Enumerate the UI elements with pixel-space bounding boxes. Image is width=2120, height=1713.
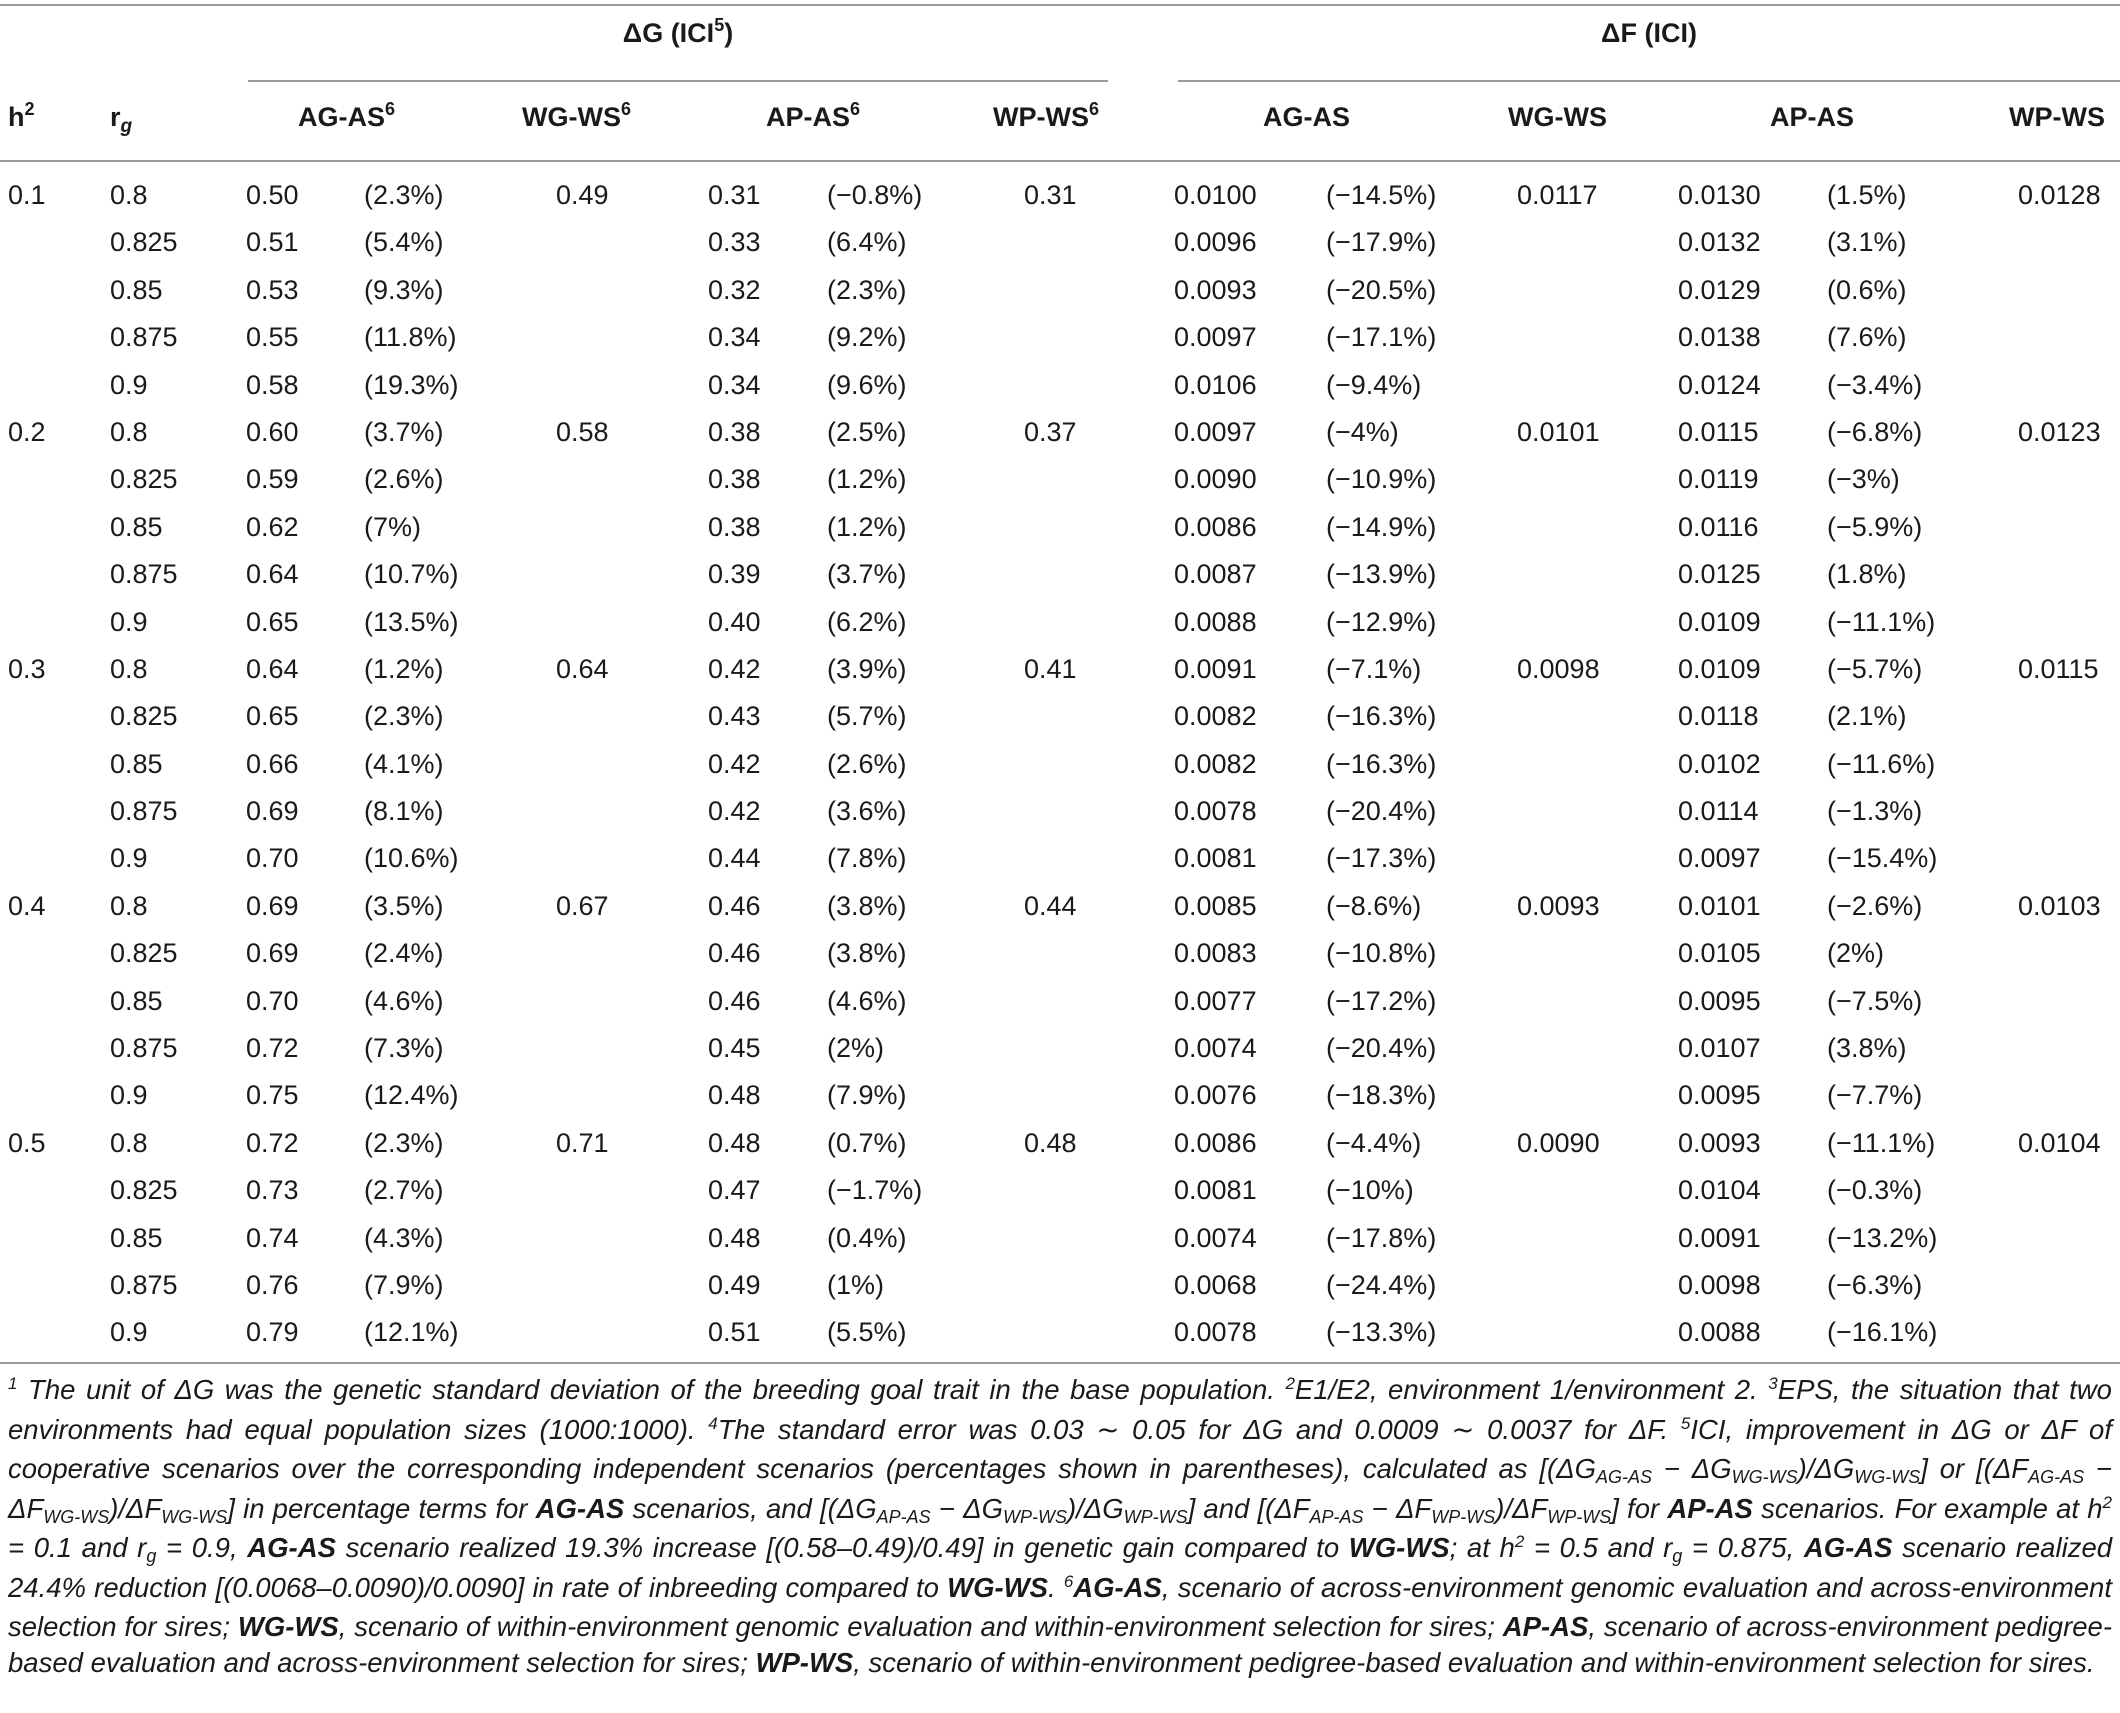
cell-rg: 0.8: [110, 890, 148, 921]
cell-dg-ag-as: 0.55: [246, 322, 299, 353]
cell-df-ag-as: 0.0096: [1174, 227, 1257, 258]
cell-df-ap-as-ici: (−11.1%): [1827, 1127, 1936, 1158]
table-footnotes: $^1$ The unit of ΔG was the genetic standard deviation of the breeding goal trait in the base population. $^2$E1/E2, environment 1/environment 2. $^3$EPS, the situation that two environments had equal population sizes (1000:1000). $^4$The standard error was 0.03 ∼ 0.05 for ΔG and 0.0009 ∼ 0.0037 for ΔF. $^5$ICI, improvement in ΔG or ΔF of cooperative scenarios over the corresponding independent scenarios (percentages shown in parentheses), calculated as $[(\Delta G_{AG-AS} - \Delta G_{WG-WS})/\Delta G_{WG-WS}]$ or $[(\Delta F_{AG-AS} - \Delta F_{WG-WS})/\Delta F_{WG-WS}]$ in percentage terms for AG-AS scenarios, and $[(\Delta G_{AP-AS} - \Delta G_{WP-WS})/\Delta G_{WP-WS}]$ and $[(\Delta F_{AP-AS} - \Delta F_{WP-WS})/\Delta F_{WP-WS}]$ for AP-AS scenarios. For example at $h^2 = 0.1$ and $r_g = 0.9$, AG-AS scenario realized 19.3% increase [(0.58–0.49)/0.49] in genetic gain compared to WG-WS; at $h^2 = 0.5$ and $r_g = 0.875$, AG-AS scenario realized 24.4% reduction [(0.0068–0.0090)/0.0090] in rate of inbreeding compared to WG-WS. $^6$AG-AS, scenario of across-environment genomic evaluation and across-environment selection for sires; WG-WS, scenario of within-environment genomic evaluation and within-environment selection for sires; AP-AS, scenario of across-environment pedigree-based evaluation and across-environment selection for sires; WP-WS, scenario of within-environment pedigree-based evaluation and within-environment selection for sires.: [8, 1374, 2113, 1678]
cell-dg-ap-as: 0.38: [708, 511, 761, 542]
cell-h2: 0.3: [8, 653, 46, 684]
cell-dg-ag-as-ici: (4.1%): [364, 748, 444, 779]
cell-dg-wg-ws: 0.64: [556, 653, 609, 684]
cell-dg-ag-as: 0.70: [246, 843, 299, 874]
cell-dg-ap-as-ici: (2.3%): [827, 274, 907, 305]
cell-dg-ag-as: 0.79: [246, 1317, 299, 1348]
table-row: [0, 649, 2120, 696]
cell-dg-ap-as: 0.38: [708, 464, 761, 495]
cell-df-ag-as-ici: (−18.3%): [1326, 1080, 1437, 1111]
cell-h2: 0.5: [8, 1127, 46, 1158]
table-row: [0, 744, 2120, 791]
cell-df-ag-as: 0.0097: [1174, 416, 1257, 447]
cell-df-ag-as-ici: (−8.6%): [1326, 890, 1422, 921]
cell-dg-ag-as: 0.72: [246, 1033, 299, 1064]
cell-df-ap-as-ici: (1.5%): [1827, 180, 1907, 210]
cell-dg-ap-as: 0.34: [708, 369, 761, 400]
table-row: [0, 317, 2120, 364]
cell-df-wg-ws: 0.0098: [1517, 653, 1600, 684]
cell-df-ag-as-ici: (−7.1%): [1326, 653, 1422, 684]
cell-df-wg-ws: 0.0090: [1517, 1127, 1600, 1158]
cell-dg-ap-as: 0.46: [708, 985, 761, 1016]
cell-df-ap-as-ici: (−3%): [1827, 464, 1900, 495]
cell-dg-ag-as: 0.72: [246, 1127, 299, 1158]
cell-rg: 0.825: [110, 1175, 178, 1206]
cell-df-ap-as: 0.0138: [1678, 322, 1761, 353]
cell-h2: 0.2: [8, 416, 46, 447]
cell-rg: 0.9: [110, 606, 148, 637]
top-rule: [0, 4, 2120, 6]
cell-df-ag-as: 0.0078: [1174, 796, 1257, 827]
cell-df-ap-as-ici: (1.8%): [1827, 559, 1907, 590]
cell-dg-ap-as-ici: (5.5%): [827, 1317, 907, 1348]
cell-dg-ag-as: 0.62: [246, 511, 299, 542]
cell-dg-ag-as: 0.76: [246, 1269, 299, 1300]
cell-dg-ap-as: 0.49: [708, 1269, 761, 1300]
cell-dg-wp-ws: 0.31: [1024, 180, 1077, 210]
cell-dg-ag-as-ici: (13.5%): [364, 606, 459, 637]
cell-df-ag-as-ici: (−17.1%): [1326, 322, 1437, 353]
cell-df-ag-as: 0.0091: [1174, 653, 1257, 684]
table-row: [0, 1028, 2120, 1075]
cell-dg-ag-as: 0.74: [246, 1222, 299, 1253]
df-group-label: ΔF (ICI): [1601, 18, 1697, 48]
dg-group-header: [248, 15, 1108, 49]
cell-dg-ag-as: 0.69: [246, 890, 299, 921]
cell-dg-wp-ws: 0.37: [1024, 416, 1077, 447]
cell-dg-wp-ws: 0.44: [1024, 890, 1077, 921]
cell-df-ap-as: 0.0102: [1678, 748, 1761, 779]
cell-dg-ag-as: 0.66: [246, 748, 299, 779]
cell-df-ag-as-ici: (−14.5%): [1326, 180, 1437, 210]
cell-df-ag-as-ici: (−9.4%): [1326, 369, 1422, 400]
cell-df-ap-as-ici: (−3.4%): [1827, 369, 1923, 400]
cell-df-ap-as-ici: (−7.5%): [1827, 985, 1923, 1016]
cell-df-ap-as-ici: (2.1%): [1827, 701, 1907, 732]
cell-dg-ap-as: 0.40: [708, 606, 761, 637]
cell-dg-ag-as-ici: (9.3%): [364, 274, 444, 305]
cell-dg-ag-as: 0.75: [246, 1080, 299, 1111]
cell-rg: 0.8: [110, 180, 148, 210]
cell-df-ap-as: 0.0104: [1678, 1175, 1761, 1206]
cell-dg-ap-as-ici: (1.2%): [827, 511, 907, 542]
cell-df-ap-as-ici: (−15.4%): [1827, 843, 1938, 874]
header-bottom-rule: [0, 160, 2120, 162]
cell-df-ag-as-ici: (−20.4%): [1326, 1033, 1437, 1064]
cell-df-ag-as: 0.0100: [1174, 180, 1257, 210]
cell-df-ag-as: 0.0086: [1174, 511, 1257, 542]
cell-df-ag-as-ici: (−13.3%): [1326, 1317, 1437, 1348]
cell-df-ag-as-ici: (−13.9%): [1326, 559, 1437, 590]
cell-dg-ag-as-ici: (3.5%): [364, 890, 444, 921]
cell-df-ap-as: 0.0114: [1678, 796, 1759, 827]
cell-rg: 0.825: [110, 227, 178, 258]
cell-dg-ag-as-ici: (1.2%): [364, 653, 444, 684]
cell-dg-ag-as: 0.70: [246, 985, 299, 1016]
dg-group-underline: [248, 80, 1108, 82]
cell-dg-ag-as-ici: (10.7%): [364, 559, 459, 590]
cell-df-ag-as-ici: (−16.3%): [1326, 701, 1437, 732]
cell-df-wp-ws: 0.0115: [2018, 653, 2099, 684]
cell-df-ap-as-ici: (−13.2%): [1827, 1222, 1938, 1253]
cell-dg-ag-as-ici: (4.3%): [364, 1222, 444, 1253]
cell-dg-ap-as-ici: (7.9%): [827, 1080, 907, 1111]
cell-df-ag-as: 0.0106: [1174, 369, 1257, 400]
cell-dg-ap-as-ici: (6.2%): [827, 606, 907, 637]
cell-rg: 0.875: [110, 559, 178, 590]
cell-df-ap-as: 0.0088: [1678, 1317, 1761, 1348]
cell-df-ap-as-ici: (−6.8%): [1827, 416, 1923, 447]
cell-dg-wg-ws: 0.71: [556, 1127, 609, 1158]
cell-df-ap-as-ici: (−11.6%): [1827, 748, 1936, 779]
cell-df-ap-as: 0.0125: [1678, 559, 1761, 590]
cell-dg-ap-as-ici: (−1.7%): [827, 1175, 923, 1206]
cell-dg-ag-as: 0.50: [246, 180, 299, 210]
cell-dg-ap-as-ici: (6.4%): [827, 227, 907, 258]
cell-df-ap-as: 0.0119: [1678, 464, 1759, 495]
col-header-df-wp-ws: WP-WS: [2009, 102, 2105, 132]
cell-df-ag-as-ici: (−10%): [1326, 1175, 1414, 1206]
df-group-underline: [1178, 80, 2120, 82]
table-row: [0, 270, 2120, 317]
cell-rg: 0.875: [110, 1033, 178, 1064]
cell-h2: 0.4: [8, 890, 46, 921]
cell-df-wg-ws: 0.0093: [1517, 890, 1600, 921]
cell-df-ap-as-ici: (−2.6%): [1827, 890, 1923, 921]
cell-dg-ap-as-ici: (0.7%): [827, 1127, 907, 1158]
cell-dg-ag-as-ici: (12.1%): [364, 1317, 459, 1348]
cell-df-ap-as-ici: (3.8%): [1827, 1033, 1907, 1064]
cell-rg: 0.825: [110, 701, 178, 732]
cell-rg: 0.8: [110, 1127, 148, 1158]
cell-dg-ag-as-ici: (7%): [364, 511, 422, 542]
cell-dg-ap-as: 0.38: [708, 416, 761, 447]
cell-df-ag-as: 0.0081: [1174, 843, 1257, 874]
cell-df-ap-as: 0.0097: [1678, 843, 1761, 874]
dg-group-label: ΔG (ICI: [622, 18, 715, 48]
cell-rg: 0.875: [110, 1269, 178, 1300]
col-header-rg: $r_g$: [110, 102, 133, 137]
cell-dg-wg-ws: 0.49: [556, 180, 609, 210]
cell-dg-ag-as: 0.73: [246, 1175, 299, 1206]
table-row: [0, 459, 2120, 506]
cell-dg-ap-as-ici: (1.2%): [827, 464, 907, 495]
cell-df-ap-as-ici: (3.1%): [1827, 227, 1907, 258]
cell-df-ag-as-ici: (−4.4%): [1326, 1127, 1422, 1158]
cell-dg-ag-as-ici: (11.8%): [364, 322, 457, 353]
cell-df-ag-as: 0.0082: [1174, 701, 1257, 732]
cell-dg-ap-as: 0.48: [708, 1127, 761, 1158]
cell-df-ag-as-ici: (−17.8%): [1326, 1222, 1437, 1253]
cell-rg: 0.825: [110, 464, 178, 495]
cell-df-ap-as: 0.0116: [1678, 511, 1759, 542]
cell-df-ap-as-ici: (−7.7%): [1827, 1080, 1923, 1111]
cell-dg-ap-as: 0.45: [708, 1033, 761, 1064]
cell-df-ap-as: 0.0093: [1678, 1127, 1761, 1158]
cell-df-ap-as: 0.0118: [1678, 701, 1759, 732]
cell-dg-ag-as: 0.64: [246, 559, 299, 590]
cell-dg-ap-as: 0.47: [708, 1175, 761, 1206]
cell-df-ag-as-ici: (−17.2%): [1326, 985, 1437, 1016]
table-body: [0, 175, 2120, 1360]
cell-rg: 0.825: [110, 938, 178, 969]
cell-df-ag-as-ici: (−12.9%): [1326, 606, 1437, 637]
col-header-dg-ag-as: $AG-AS^6$: [298, 99, 396, 132]
cell-df-ag-as-ici: (−14.9%): [1326, 511, 1437, 542]
cell-rg: 0.85: [110, 511, 163, 542]
cell-df-ag-as: 0.0087: [1174, 559, 1257, 590]
cell-dg-ap-as: 0.46: [708, 938, 761, 969]
cell-rg: 0.9: [110, 1317, 148, 1348]
cell-df-ap-as: 0.0107: [1678, 1033, 1761, 1064]
cell-df-wp-ws: 0.0104: [2018, 1127, 2101, 1158]
cell-df-ap-as: 0.0098: [1678, 1269, 1761, 1300]
cell-dg-ap-as-ici: (−0.8%): [827, 180, 923, 210]
cell-dg-ap-as-ici: (2.5%): [827, 416, 907, 447]
table-row: [0, 1123, 2120, 1170]
col-header-h2: $h^2$: [8, 99, 35, 132]
table-row: [0, 1218, 2120, 1265]
cell-df-ap-as-ici: (7.6%): [1827, 322, 1907, 353]
cell-dg-ap-as: 0.31: [708, 180, 761, 210]
cell-dg-ag-as-ici: (8.1%): [364, 796, 444, 827]
cell-df-ag-as: 0.0074: [1174, 1033, 1257, 1064]
cell-dg-ap-as-ici: (3.8%): [827, 890, 907, 921]
cell-rg: 0.875: [110, 322, 178, 353]
table-row: [0, 1075, 2120, 1122]
cell-df-ap-as: 0.0091: [1678, 1222, 1761, 1253]
cell-dg-ap-as: 0.42: [708, 748, 761, 779]
cell-dg-ag-as: 0.69: [246, 938, 299, 969]
cell-df-ag-as: 0.0076: [1174, 1080, 1257, 1111]
cell-dg-ag-as-ici: (4.6%): [364, 985, 444, 1016]
cell-dg-ap-as-ici: (5.7%): [827, 701, 907, 732]
table-row: [0, 886, 2120, 933]
cell-dg-ag-as: 0.60: [246, 416, 299, 447]
cell-df-ag-as: 0.0085: [1174, 890, 1257, 921]
cell-dg-ag-as-ici: (10.6%): [364, 843, 459, 874]
col-header-df-ag-as: AG-AS: [1263, 102, 1350, 132]
cell-df-ap-as-ici: (−5.7%): [1827, 653, 1923, 684]
cell-df-ap-as: 0.0129: [1678, 274, 1761, 305]
col-header-dg-wg-ws: $WG-WS^6$: [522, 99, 631, 132]
cell-dg-ag-as-ici: (19.3%): [364, 369, 459, 400]
cell-dg-ap-as: 0.46: [708, 890, 761, 921]
cell-dg-ag-as-ici: (2.3%): [364, 701, 444, 732]
col-header-df-ap-as: AP-AS: [1770, 102, 1855, 132]
cell-dg-ap-as-ici: (4.6%): [827, 985, 907, 1016]
cell-dg-ag-as-ici: (2.3%): [364, 1127, 444, 1158]
cell-dg-ap-as-ici: (0.4%): [827, 1222, 907, 1253]
cell-df-ag-as-ici: (−17.3%): [1326, 843, 1437, 874]
cell-dg-ap-as: 0.48: [708, 1080, 761, 1111]
cell-df-ap-as: 0.0109: [1678, 653, 1761, 684]
cell-dg-ap-as: 0.32: [708, 274, 761, 305]
cell-dg-ap-as: 0.48: [708, 1222, 761, 1253]
col-header-dg-wp-ws: $WP-WS^6$: [993, 99, 1099, 132]
table-bottom-rule: [0, 1362, 2120, 1364]
dg-group-sup: 5: [714, 15, 725, 35]
table-row: [0, 1265, 2120, 1312]
cell-dg-wp-ws: 0.41: [1024, 653, 1077, 684]
cell-dg-ap-as-ici: (7.8%): [827, 843, 907, 874]
cell-df-ag-as-ici: (−20.5%): [1326, 274, 1437, 305]
cell-dg-ag-as: 0.65: [246, 701, 299, 732]
cell-df-ap-as: 0.0124: [1678, 369, 1761, 400]
df-group-header: [1178, 18, 2120, 49]
cell-rg: 0.9: [110, 843, 148, 874]
cell-dg-wg-ws: 0.67: [556, 890, 609, 921]
cell-df-wp-ws: 0.0128: [2018, 180, 2101, 210]
cell-df-ag-as: 0.0090: [1174, 464, 1257, 495]
cell-df-ag-as: 0.0068: [1174, 1269, 1257, 1300]
cell-dg-ag-as-ici: (2.6%): [364, 464, 444, 495]
cell-dg-ap-as-ici: (2.6%): [827, 748, 907, 779]
cell-df-ap-as: 0.0109: [1678, 606, 1761, 637]
cell-rg: 0.85: [110, 1222, 163, 1253]
cell-dg-ap-as-ici: (3.9%): [827, 653, 907, 684]
cell-dg-ap-as: 0.42: [708, 653, 761, 684]
cell-dg-ag-as: 0.64: [246, 653, 299, 684]
cell-df-ap-as: 0.0105: [1678, 938, 1761, 969]
cell-df-ag-as: 0.0082: [1174, 748, 1257, 779]
table-row: [0, 1170, 2120, 1217]
cell-df-ag-as: 0.0078: [1174, 1317, 1257, 1348]
cell-rg: 0.85: [110, 274, 163, 305]
cell-df-ag-as: 0.0097: [1174, 322, 1257, 353]
table-row: [0, 1312, 2120, 1359]
cell-df-ap-as-ici: (−5.9%): [1827, 511, 1923, 542]
cell-df-ap-as: 0.0115: [1678, 416, 1759, 447]
cell-dg-ag-as-ici: (3.7%): [364, 416, 444, 447]
cell-rg: 0.85: [110, 985, 163, 1016]
cell-rg: 0.875: [110, 796, 178, 827]
cell-rg: 0.85: [110, 748, 163, 779]
cell-df-ag-as: 0.0086: [1174, 1127, 1257, 1158]
cell-df-ap-as-ici: (0.6%): [1827, 274, 1907, 305]
cell-df-wp-ws: 0.0103: [2018, 890, 2101, 921]
cell-df-ap-as-ici: (−0.3%): [1827, 1175, 1923, 1206]
cell-dg-ag-as-ici: (2.3%): [364, 180, 444, 210]
cell-df-ag-as-ici: (−10.9%): [1326, 464, 1437, 495]
cell-df-ap-as: 0.0101: [1678, 890, 1761, 921]
cell-df-ag-as-ici: (−24.4%): [1326, 1269, 1437, 1300]
cell-dg-ap-as: 0.51: [708, 1317, 761, 1348]
cell-df-ag-as: 0.0074: [1174, 1222, 1257, 1253]
cell-df-ag-as: 0.0088: [1174, 606, 1257, 637]
cell-dg-ag-as-ici: (2.7%): [364, 1175, 444, 1206]
cell-df-ag-as: 0.0093: [1174, 274, 1257, 305]
table-row: [0, 365, 2120, 412]
cell-dg-ag-as: 0.59: [246, 464, 299, 495]
cell-dg-ap-as-ici: (3.6%): [827, 796, 907, 827]
table-row: [0, 981, 2120, 1028]
cell-dg-ag-as: 0.51: [246, 227, 299, 258]
cell-dg-ag-as-ici: (2.4%): [364, 938, 444, 969]
cell-df-ap-as: 0.0130: [1678, 180, 1761, 210]
cell-dg-ap-as: 0.42: [708, 796, 761, 827]
cell-df-wg-ws: 0.0101: [1517, 416, 1600, 447]
table-row: [0, 838, 2120, 885]
table-row: [0, 507, 2120, 554]
cell-h2: 0.1: [8, 180, 46, 210]
cell-dg-ap-as: 0.39: [708, 559, 761, 590]
cell-df-ap-as-ici: (−1.3%): [1827, 796, 1923, 827]
cell-dg-ag-as-ici: (7.3%): [364, 1033, 444, 1064]
cell-df-ap-as: 0.0132: [1678, 227, 1761, 258]
cell-rg: 0.8: [110, 416, 148, 447]
cell-dg-ap-as-ici: (2%): [827, 1033, 885, 1064]
table-row: [0, 554, 2120, 601]
cell-df-ap-as-ici: (−6.3%): [1827, 1269, 1923, 1300]
cell-dg-wp-ws: 0.48: [1024, 1127, 1077, 1158]
col-header-df-wg-ws: WG-WS: [1508, 102, 1607, 132]
cell-dg-ag-as: 0.69: [246, 796, 299, 827]
cell-df-ap-as: 0.0095: [1678, 985, 1761, 1016]
table-row: [0, 222, 2120, 269]
cell-df-ag-as-ici: (−4%): [1326, 416, 1399, 447]
cell-dg-wg-ws: 0.58: [556, 416, 609, 447]
cell-df-ap-as-ici: (−16.1%): [1827, 1317, 1938, 1348]
cell-dg-ap-as: 0.34: [708, 322, 761, 353]
cell-dg-ap-as: 0.33: [708, 227, 761, 258]
cell-rg: 0.9: [110, 1080, 148, 1111]
table-row: [0, 175, 2120, 222]
dg-group-tail: ): [724, 18, 734, 48]
cell-df-ag-as-ici: (−20.4%): [1326, 796, 1437, 827]
cell-dg-ap-as-ici: (9.2%): [827, 322, 907, 353]
col-header-dg-ap-as: $AP-AS^6$: [766, 99, 861, 132]
cell-dg-ag-as: 0.53: [246, 274, 299, 305]
table-row: [0, 933, 2120, 980]
cell-df-ag-as-ici: (−16.3%): [1326, 748, 1437, 779]
cell-dg-ap-as-ici: (3.8%): [827, 938, 907, 969]
cell-rg: 0.8: [110, 653, 148, 684]
cell-dg-ag-as-ici: (5.4%): [364, 227, 444, 258]
cell-df-ap-as-ici: (−11.1%): [1827, 606, 1936, 637]
cell-df-ap-as: 0.0095: [1678, 1080, 1761, 1111]
cell-df-ag-as: 0.0081: [1174, 1175, 1257, 1206]
cell-df-wp-ws: 0.0123: [2018, 416, 2101, 447]
cell-rg: 0.9: [110, 369, 148, 400]
table-row: [0, 602, 2120, 649]
table-row: [0, 696, 2120, 743]
cell-dg-ag-as: 0.58: [246, 369, 299, 400]
table-row: [0, 791, 2120, 838]
cell-dg-ag-as-ici: (7.9%): [364, 1269, 444, 1300]
cell-dg-ap-as: 0.43: [708, 701, 761, 732]
cell-df-ag-as-ici: (−10.8%): [1326, 938, 1437, 969]
cell-dg-ap-as-ici: (1%): [827, 1269, 885, 1300]
cell-dg-ag-as-ici: (12.4%): [364, 1080, 459, 1111]
cell-df-ag-as: 0.0077: [1174, 985, 1257, 1016]
cell-dg-ag-as: 0.65: [246, 606, 299, 637]
cell-dg-ap-as: 0.44: [708, 843, 761, 874]
cell-dg-ap-as-ici: (3.7%): [827, 559, 907, 590]
table-row: [0, 412, 2120, 459]
cell-dg-ap-as-ici: (9.6%): [827, 369, 907, 400]
cell-df-ag-as: 0.0083: [1174, 938, 1257, 969]
cell-df-ag-as-ici: (−17.9%): [1326, 227, 1437, 258]
cell-df-ap-as-ici: (2%): [1827, 938, 1885, 969]
cell-df-wg-ws: 0.0117: [1517, 180, 1598, 210]
